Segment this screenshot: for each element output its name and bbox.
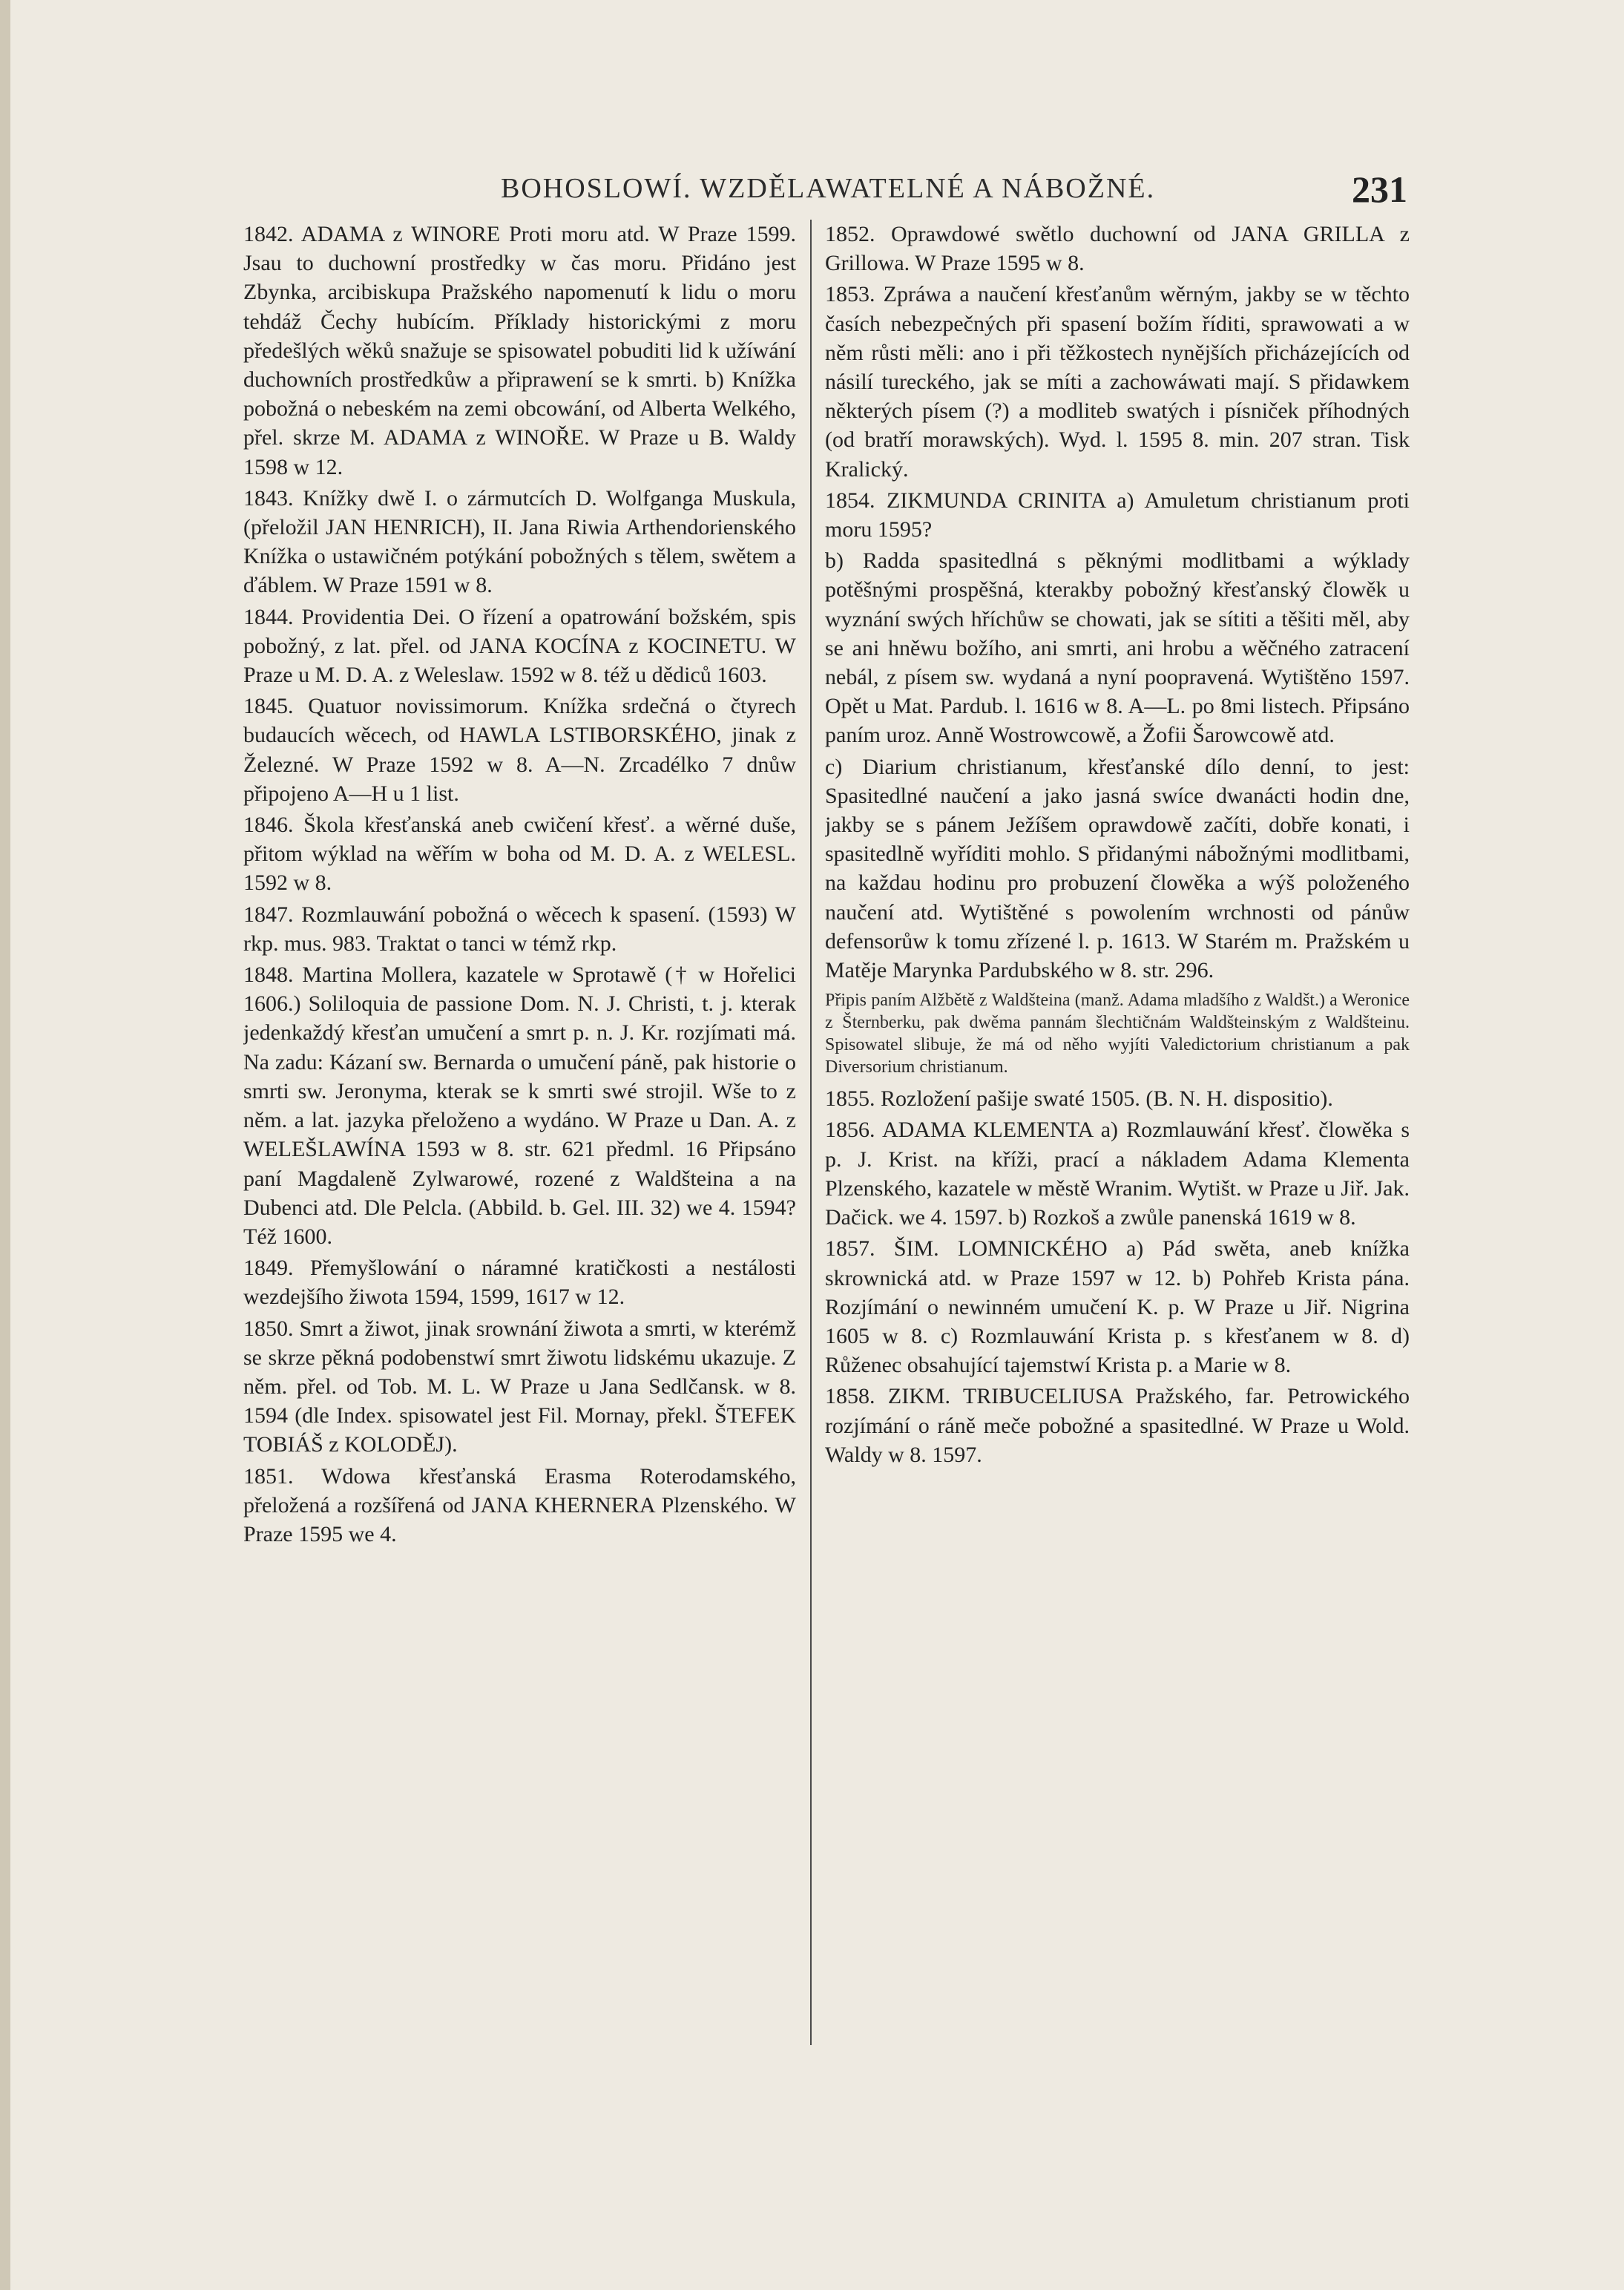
entry-1845: 1845. Quatuor novissimorum. Knížka srdečná o čtyrech budaucích wěcech, od HAWLA LSTIBORSKÉHO, jinak z Železné. W Praze 1592 w 8. A—N. Zrcadélko 7 dnůw připojeno A—H u 1 list. <box>243 694 796 806</box>
running-header: BOHOSLOWÍ. WZDĚLAWATELNÉ A NÁBOŽNÉ. <box>501 173 1156 204</box>
entry-1856: 1856. ADAMA KLEMENTA a) Rozmlauwání křesť. člowěka s p. J. Krist. na kříži, prací a nákladem Adama Klementa Plzenského, kazatele w městě Wranim. Wytišt. w Praze u Jiř. Jak. Dačick. we 4. 1597. b) Rozkoš a zwůle panenská 1619 w 8. <box>825 1118 1410 1230</box>
left-column <box>243 220 796 2082</box>
right-column <box>825 220 1410 2082</box>
entry-1854-c: c) Diarium christianum, křesťanské dílo denní, to jest: Spasitedlné naučení a jako jasná swíce dwanácti hodin dne, jakby se s pánem Ježíšem oprawdowě začíti, dobře konati, i spasitedlně wyříditi mohlo. S přidanými nábožnými modlitbami, na každau hodinu pro probuzení člowěka a wýš položeného naučení atd. Wytištěné s powolením wrchnosti od pánůw defensorůw k tomu zřízené l. p. 1613. W Starém m. Pražském u Matěje Marynka Pardubského w 8. str. 296. <box>825 754 1410 983</box>
entry-1853: 1853. Zpráwa a naučení křesťanům wěrným, jakby se w těchto časích nebezpečných při spasení božím říditi, sprawowati a w něm růsti měli: ano i při těžkostech nynějších přicházejících od násilí tureckého, jak se míti a zachowáwati mají. S přidawkem některých písem (?) a modliteb swatých i písniček příhodných (od bratří morawských). Wyd. l. 1595 8. min. 207 stran. Tisk Kralický. <box>825 282 1410 482</box>
entry-1848: 1848. Martina Mollera, kazatele w Sprotawě († w Hořelici 1606.) Soliloquia de passione Dom. N. J. Christi, t. j. kterak jedenkaždý křesťan umučení a smrt p. n. J. Kr. rozjímati má. Na zadu: Kázaní sw. Bernarda o umučení páně, pak historie o smrti sw. Jeronyma, kterak se k smrti swé strojil. Wše to z něm. a lat. jazyka přeloženo a wydáno. W Praze u Dan. A. z WELEŠLAWÍNA 1593 w 8. str. 621 předml. 16 Připsáno paní Magdaleně Zylwarowé, rozené z Waldšteina a na Dubenci atd. Dle Pelcla. (Abbild. b. Gel. III. 32) we 4. 1594? Též 1600. <box>243 962 796 1249</box>
dedication-note: Připis paním Alžbětě z Waldšteina (manž. Adama mladšího z Waldšt.) a Weronice z Šternberku, pak dwěma pannám šlechtičnám Waldšteinským z Waldšteinu. Spisowatel slibuje, že má od něho wyjíti Valedictorium christianum a pak Diversorium christianum. <box>825 991 1410 1077</box>
entry-1842: 1842. ADAMA z WINORE Proti moru atd. W Praze 1599. Jsau to duchowní prostředky w čas moru. Přidáno jest Zbynka, arcibiskupa Pražského napomenutí k lidu o moru tehdáž Čechy hubícím. Příklady historickými z moru předešlých wěků snažuje se spisowatel pobuditi lid k užíwání duchowních prostředkůw a připrawení se k smrti. b) Knížka pobožná o nebeském na zemi obcowání, od Alberta Welkého, přel. skrze M. ADAMA z WINOŘE. W Praze u B. Waldy 1598 w 12. <box>243 222 796 479</box>
entry-1849: 1849. Přemyšlowání o náramné kratičkosti a nestálosti wezdejšího žiwota 1594, 1599, 1617 w 12. <box>243 1256 796 1310</box>
entry-1854: 1854. ZIKMUNDA CRINITA a) Amuletum christianum proti moru 1595? <box>825 488 1410 542</box>
page-number: 231 <box>1352 168 1407 210</box>
entry-1843: 1843. Knížky dwě I. o zármutcích D. Wolfganga Muskula, (přeložil JAN HENRICH), II. Jana Riwia Arthendorienského Knížka o ustawičném potýkání pobožných s tělem, swětem a ďáblem. W Praze 1591 w 8. <box>243 485 796 598</box>
entry-1850: 1850. Smrt a žiwot, jinak srownání žiwota a smrti, w kterémž se skrze pěkná podobenstwí smrt žiwotu lidskému ukazuje. Z něm. přel. od Tob. M. L. W Praze u Jana Sedlčansk. w 8. 1594 (dle Index. spisowatel jest Fil. Mornay, překl. ŠTEFEK TOBIÁŠ z KOLODĚJ). <box>243 1316 796 1457</box>
entry-1857: 1857. ŠIM. LOMNICKÉHO a) Pád swěta, aneb knížka skrownická atd. w Praze 1597 w 12. b) Pohřeb Krista pána. Rozjímání o newinném umučení K. p. W Praze u Jiř. Nigrina 1605 w 8. c) Rozmlauwání Krista p. s křesťanem w 8. d) Růženec obsahující tajemstwí Krista p. a Marie w 8. <box>825 1236 1410 1378</box>
entry-1851: 1851. Wdowa křesťanská Erasma Roterodamského, přeložená a rozšířená od JANA KHERNERA Plzenského. W Praze 1595 we 4. <box>243 1463 796 1546</box>
entry-1844: 1844. Providentia Dei. O řízení a opatrowání božském, spis pobožný, z lat. přel. od JANA KOCÍNA z KOCINETU. W Praze u M. D. A. z Weleslaw. 1592 w 8. též u dědiců 1603. <box>243 604 796 688</box>
page-edge <box>0 0 10 2290</box>
entry-1855: 1855. Rozložení pašije swaté 1505. (B. N. H. dispositio). <box>825 1086 1333 1112</box>
entry-1847: 1847. Rozmlauwání pobožná o wěcech k spasení. (1593) W rkp. mus. 983. Traktat o tanci w témž rkp. <box>243 902 796 956</box>
entry-1854-b: b) Radda spasitedlná s pěknými modlitbami a wýklady potěšnými prospěšná, kterakby pobožný křesťanský člowěk u wyznání swých hříchůw se chowati, jak se sítiti a těšiti měl, aby se ani hněwu božího, ani smrti, ani hrobu a wěčného zatracení nebál, z písem sw. wydaná a nyní poopravená. Wytištěno 1597. Opět u Mat. Pardub. l. 1616 w 8. A—L. po 8mi listech. Připsáno paním uroz. Anně Wostrowcowě, a Žofii Šarowcowě atd. <box>825 548 1410 748</box>
column-divider <box>810 220 812 2045</box>
entry-1858: 1858. ZIKM. TRIBUCELIUSA Pražského, far. Petrowického rozjímání o ráně meče pobožné a spasitedlné. W Praze u Wold. Waldy w 8. 1597. <box>825 1384 1410 1467</box>
entry-1852: 1852. Oprawdowé swětlo duchowní od JANA GRILLA z Grillowa. W Praze 1595 w 8. <box>825 222 1410 276</box>
entry-1846: 1846. Škola křesťanská aneb cwičení křesť. a wěrné duše, přitom wýklad na wěřím w boha od M. D. A. z WELESL. 1592 w 8. <box>243 813 796 896</box>
